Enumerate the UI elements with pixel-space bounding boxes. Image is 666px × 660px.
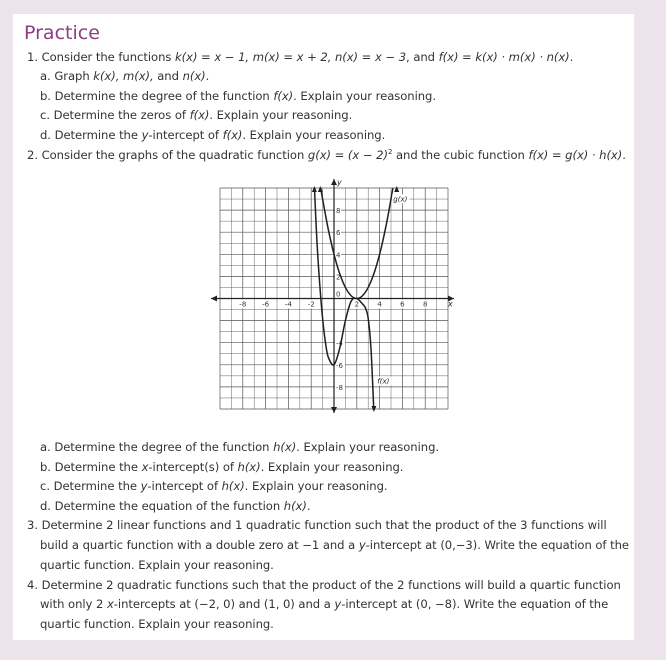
problem-1b: b. Determine the degree of the function f(x). Explain your reasoning. — [40, 89, 437, 103]
y-tick-label: -6 — [336, 361, 343, 370]
origin-label: 0 — [336, 290, 341, 299]
g-arrow-right — [394, 186, 399, 192]
y-tick-label: 4 — [336, 251, 341, 260]
graph-curves — [312, 176, 409, 413]
problem-1-intro: 1. Consider the functions k(x) = x − 1, m(x) = x + 2, n(x) = x − 3, and f(x) = k(x) · m(x) · n(x). — [27, 50, 574, 64]
problem-3-line-1: 3. Determine 2 linear functions and 1 quadratic function such that the product of the 3 functions will — [27, 518, 607, 532]
y-tick-label: 2 — [336, 273, 341, 282]
page-title: Practice — [24, 22, 100, 44]
x-tick-label: 2 — [354, 300, 360, 309]
problem-1c: c. Determine the zeros of f(x). Explain your reasoning. — [40, 108, 353, 122]
x-axis-label: x — [448, 299, 453, 309]
problem-4-line-2: with only 2 x-intercepts at (−2, 0) and (1, 0) and a y-intercept at (0, −8). Write the equation of the — [40, 597, 609, 611]
series-line-g-of-x — [320, 176, 402, 299]
problem-2d: d. Determine the equation of the function h(x). — [40, 499, 311, 513]
x-tick-label: -2 — [307, 300, 315, 309]
problem-1d: d. Determine the y-intercept of f(x). Explain your reasoning. — [40, 128, 386, 142]
y-axis-arrow-down — [331, 407, 337, 413]
x-axis-arrow-left — [211, 296, 217, 302]
graph-axes — [211, 178, 454, 413]
problem-1a: a. Graph k(x), m(x), and n(x). — [40, 69, 210, 83]
x-tick-label: -8 — [239, 300, 247, 309]
series-g — [320, 176, 402, 299]
f-arrow-top — [312, 186, 317, 192]
y-tick-label: -4 — [336, 339, 343, 348]
y-tick-label: -8 — [336, 383, 343, 392]
problem-2-intro: 2. Consider the graphs of the quadratic function $g(x) = (x - 2)^2$ and the cubic function f(x) = g(x) · h(x). — [27, 148, 626, 162]
series-f — [314, 186, 374, 412]
problem-2b: b. Determine the x-intercept(s) of h(x). Explain your reasoning. — [40, 460, 404, 474]
g-arrow-left — [318, 186, 323, 192]
x-tick-label: 8 — [422, 300, 428, 309]
y-tick-label: 6 — [336, 229, 341, 238]
x-tick-label: 6 — [400, 300, 405, 309]
x-tick-label: -4 — [284, 300, 292, 309]
problem-4-line-1: 4. Determine 2 quadratic functions such that the product of the 2 functions will build a quartic function — [27, 578, 621, 592]
series-line-f-of-x — [314, 186, 374, 412]
g-label: g(x) — [393, 195, 408, 204]
problem-3-line-3: quartic function. Explain your reasoning. — [40, 558, 274, 572]
problem-3-line-2: build a quartic function with a double zero at −1 and a y-intercept at (0,−3). Write the equation of the — [40, 538, 629, 552]
f-label: f(x) — [377, 377, 390, 386]
y-axis-label: y — [337, 178, 342, 187]
x-tick-label: 4 — [377, 300, 382, 309]
problem-2c: c. Determine the y-intercept of h(x). Explain your reasoning. — [40, 479, 388, 493]
x-tick-label: -6 — [262, 300, 270, 309]
function-graph — [208, 176, 460, 414]
problem-2a: a. Determine the degree of the function h(x). Explain your reasoning. — [40, 440, 440, 454]
y-tick-label: 8 — [336, 207, 341, 216]
problem-4-line-3: quartic function. Explain your reasoning. — [40, 617, 274, 631]
